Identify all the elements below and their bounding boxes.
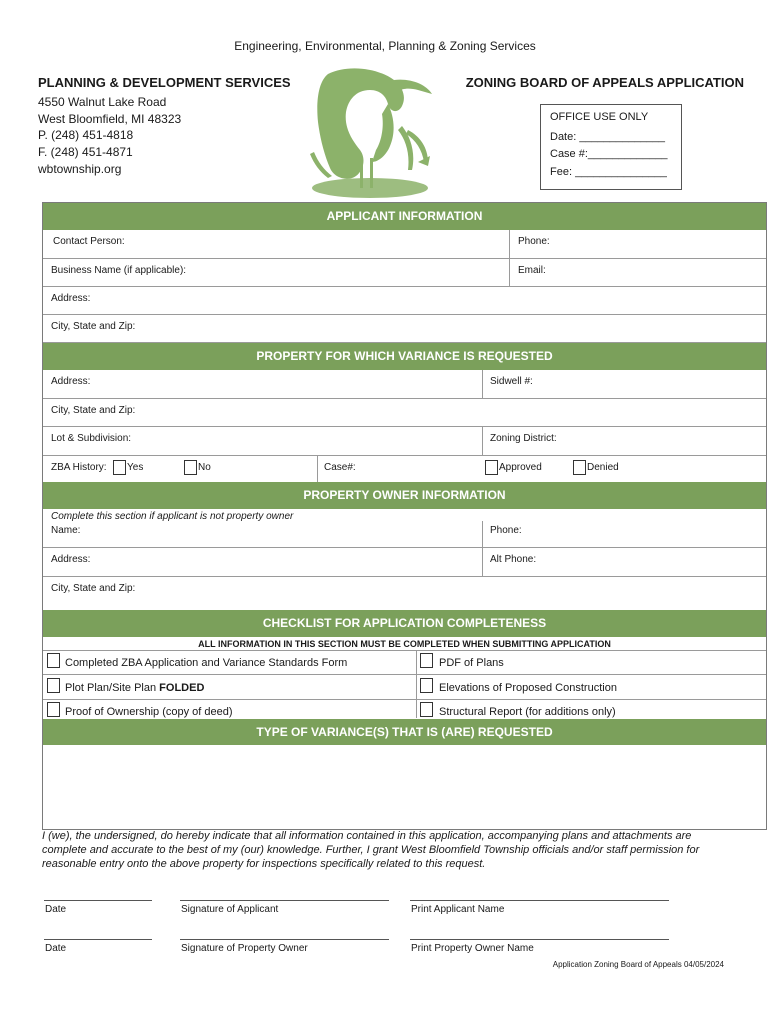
checklist-plot-plan-label — [65, 682, 204, 694]
checklist-zba-form-label: Completed ZBA Application and Variance Standards Form — [65, 657, 348, 669]
applicant-signature-line[interactable] — [180, 900, 389, 901]
checklist-elevations-label: Elevations of Proposed Construction — [439, 682, 617, 694]
checklist-divider — [43, 637, 766, 651]
plot-plan-text: Plot Plan/Site Plan — [65, 682, 160, 694]
checklist-row-line-1 — [43, 674, 766, 675]
zba-no-checkbox[interactable] — [184, 460, 197, 475]
applicant-city-row — [43, 315, 766, 343]
applicant-section-header: APPLICANT INFORMATION — [43, 203, 766, 230]
date-line-2[interactable] — [44, 939, 152, 940]
date-label-2: Date — [45, 943, 67, 954]
date-line-1[interactable] — [44, 900, 152, 901]
footer-version: Application Zoning Board of Appeals 04/05/2024 — [552, 960, 724, 969]
applicant-address-row — [43, 287, 766, 315]
office-fee: Fee: _______________ — [550, 166, 667, 178]
zoning-district-field[interactable]: Zoning District: — [490, 433, 557, 444]
form-title: ZONING BOARD OF APPEALS APPLICATION — [465, 75, 744, 90]
checklist-row-line-2 — [43, 699, 766, 700]
owner-name-field[interactable]: Name: — [51, 525, 81, 536]
property-section-header: PROPERTY FOR WHICH VARIANCE IS REQUESTED — [43, 343, 766, 370]
owner-section-header: PROPERTY OWNER INFORMATION — [43, 482, 766, 509]
variance-text-area[interactable] — [43, 745, 766, 829]
property-address-row — [43, 370, 766, 399]
denied-label: Denied — [587, 462, 619, 473]
office-use-title: OFFICE USE ONLY — [550, 111, 649, 123]
variance-section-header: TYPE OF VARIANCE(S) THAT IS (ARE) REQUESTED — [43, 719, 766, 746]
owner-city-field[interactable]: City, State and Zip: — [51, 583, 136, 594]
heron-logo-icon — [298, 66, 444, 202]
print-owner-label: Print Property Owner Name — [411, 943, 534, 954]
checklist-elevations-checkbox[interactable] — [420, 678, 433, 693]
applicant-phone-field[interactable]: Phone: — [518, 236, 550, 247]
fax-line: F. (248) 451-4871 — [38, 145, 133, 159]
department-header: Engineering, Environmental, Planning & Zoning Services — [234, 39, 536, 53]
business-row — [43, 259, 766, 287]
office-date: Date: ______________ — [550, 131, 665, 143]
checklist-ownership-checkbox[interactable] — [47, 702, 60, 717]
approved-label: Approved — [499, 462, 542, 473]
owner-signature-line[interactable] — [180, 939, 389, 940]
signature-applicant-label: Signature of Applicant — [181, 904, 279, 915]
owner-city-row — [43, 577, 766, 610]
office-case: Case #:_____________ — [550, 148, 668, 160]
address-line-2: West Bloomfield, MI 48323 — [38, 112, 182, 126]
phone-line: P. (248) 451-4818 — [38, 128, 134, 142]
owner-address-row — [43, 548, 766, 577]
checklist-structural-checkbox[interactable] — [420, 702, 433, 717]
signature-owner-label: Signature of Property Owner — [181, 943, 308, 954]
contact-row — [43, 230, 766, 259]
owner-address-field[interactable]: Address: — [51, 554, 91, 565]
zba-yes-checkbox[interactable] — [113, 460, 126, 475]
checklist-pdf-plans-label: PDF of Plans — [439, 657, 504, 669]
checklist-ownership-label: Proof of Ownership (copy of deed) — [65, 706, 233, 718]
property-city-field[interactable]: City, State and Zip: — [51, 405, 136, 416]
date-label-1: Date — [45, 904, 67, 915]
owner-note: Complete this section if applicant is not property owner — [51, 511, 294, 522]
declaration-text: I (we), the undersigned, do hereby indicate that all information contained in this application, accompanying plans and attachments are complete and accurate to the best of my (our) knowledge. Further, I grant West Bloomfield Township officials and/or staff permission for reasonable entry onto the above property for inspections specifically related to this request. — [42, 830, 700, 870]
lot-subdivision-field[interactable]: Lot & Subdivision: — [51, 433, 132, 444]
owner-phone-field[interactable]: Phone: — [490, 525, 522, 536]
website-line: wbtownship.org — [38, 162, 122, 176]
checklist-structural-label: Structural Report (for additions only) — [439, 706, 616, 718]
owner-name-row — [43, 521, 766, 548]
sidwell-field[interactable]: Sidwell #: — [490, 376, 533, 387]
zba-history-label: ZBA History: — [51, 462, 107, 473]
owner-alt-phone-field[interactable]: Alt Phone: — [490, 554, 537, 565]
office-use-box — [540, 104, 682, 190]
applicant-print-line[interactable] — [410, 900, 669, 901]
approved-checkbox[interactable] — [485, 460, 498, 475]
checklist-pdf-plans-checkbox[interactable] — [420, 653, 433, 668]
zba-yes-label: Yes — [127, 462, 144, 473]
denied-checkbox[interactable] — [573, 460, 586, 475]
checklist-zba-form-checkbox[interactable] — [47, 653, 60, 668]
applicant-city-field[interactable]: City, State and Zip: — [51, 321, 136, 332]
zba-no-label: No — [198, 462, 211, 473]
applicant-address-field[interactable]: Address: — [51, 293, 91, 304]
print-applicant-label: Print Applicant Name — [411, 904, 505, 915]
checklist-section-header: CHECKLIST FOR APPLICATION COMPLETENESS — [43, 610, 766, 637]
zba-case-field[interactable]: Case#: — [324, 462, 356, 473]
org-name: PLANNING & DEVELOPMENT SERVICES — [38, 75, 291, 90]
lot-row — [43, 427, 766, 456]
owner-print-line[interactable] — [410, 939, 669, 940]
zba-history-row — [43, 456, 766, 483]
folded-text: FOLDED — [159, 682, 205, 694]
property-city-row — [43, 399, 766, 427]
checklist-instruction: ALL INFORMATION IN THIS SECTION MUST BE COMPLETED WHEN SUBMITTING APPLICATION — [198, 639, 611, 649]
checklist-plot-plan-checkbox[interactable] — [47, 678, 60, 693]
applicant-email-field[interactable]: Email: — [518, 265, 546, 276]
application-form — [42, 202, 767, 830]
business-name-field[interactable]: Business Name (if applicable): — [51, 265, 187, 276]
address-line-1: 4550 Walnut Lake Road — [38, 95, 167, 109]
property-address-field[interactable]: Address: — [51, 376, 91, 387]
contact-person-field[interactable]: Contact Person: — [53, 236, 125, 247]
